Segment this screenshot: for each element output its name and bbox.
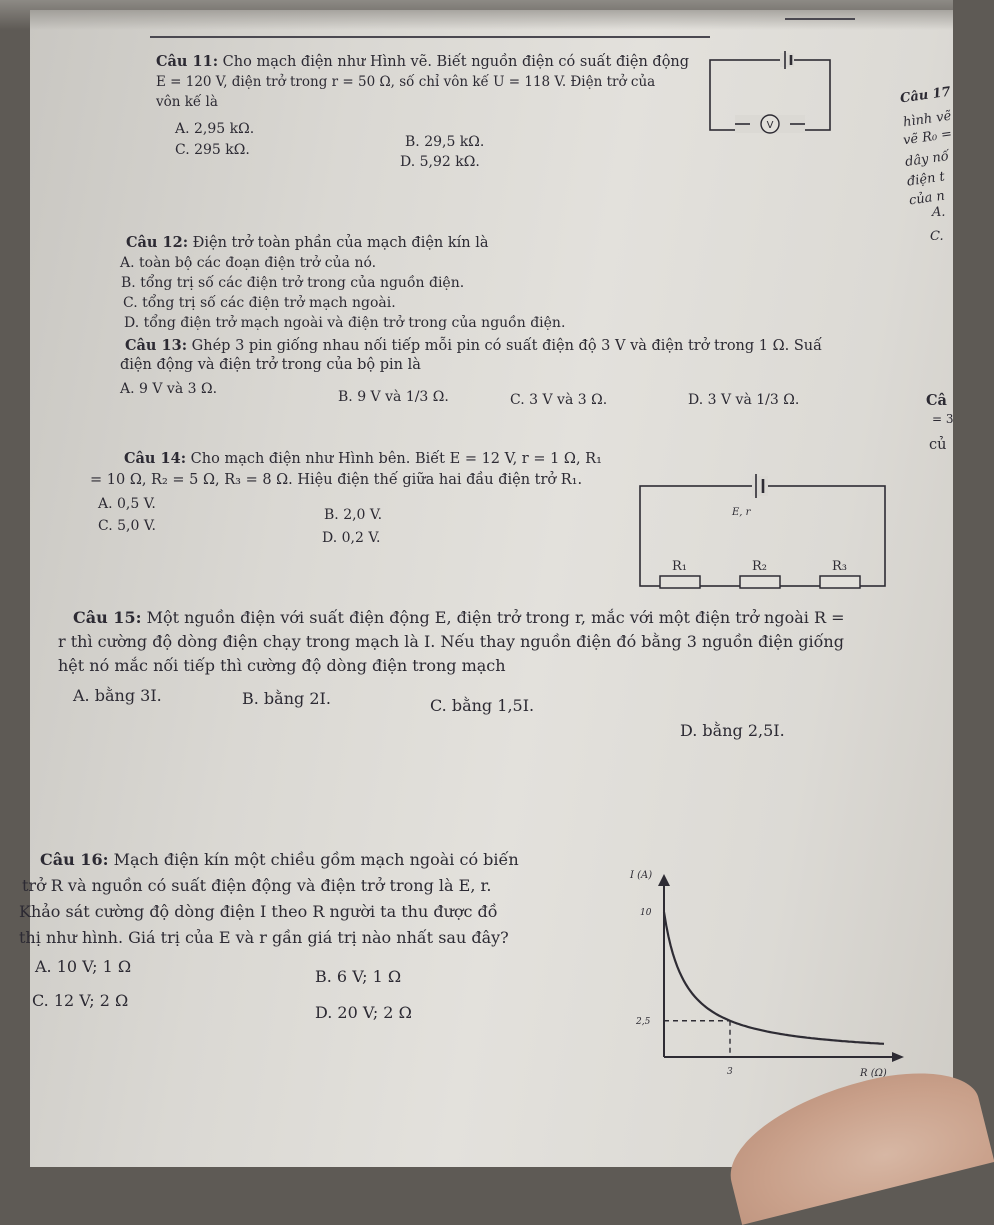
y-axis-label: I (A)	[630, 870, 653, 881]
q11-option-c[interactable]: C. 295 kΩ.	[175, 142, 250, 158]
header-rule	[150, 36, 710, 38]
q11-option-b[interactable]: B. 29,5 kΩ.	[405, 134, 485, 150]
q13-line1: Ghép 3 pin giống nhau nối tiếp mỗi pin có suất điện độ 3 V và điện trở trong 1 Ω. Suấ	[191, 338, 823, 354]
q11-line1: Cho mạch điện như Hình vẽ. Biết nguồn điện có suất điện động	[222, 54, 690, 70]
q15-line2: r thì cường độ dòng điện chạy trong mạch là I. Nếu thay nguồn điện đó bằng 3 nguồn điện giống	[58, 632, 844, 651]
q13-line2: điện động và điện trở trong của bộ pin là	[120, 357, 421, 373]
q15-option-b[interactable]: B. bằng 2I.	[242, 689, 331, 708]
q14-option-a[interactable]: A. 0,5 V.	[98, 496, 156, 512]
resistor-r3	[820, 576, 860, 588]
margin-line-3: dây nố	[904, 149, 950, 170]
q13-option-d[interactable]: D. 3 V và 1/3 Ω.	[688, 392, 800, 408]
x-tick-3: 3	[727, 1067, 733, 1077]
q11-circuit-diagram	[705, 45, 835, 140]
q12-option-c[interactable]: C. tổng trị số các điện trở mạch ngoài.	[123, 295, 396, 311]
q15-label: Câu 15:	[73, 608, 142, 627]
q11-line2: E = 120 V, điện trở trong r = 50 Ω, số chỉ vôn kế U = 118 V. Điện trở của	[156, 74, 656, 90]
q11-label: Câu 11:	[156, 53, 219, 70]
q14-option-d[interactable]: D. 0,2 V.	[322, 530, 381, 546]
q14-line2: = 10 Ω, R₂ = 5 Ω, R₃ = 8 Ω. Hiệu điện thế giữa hai đầu điện trở R₁.	[90, 472, 583, 488]
q11-line3: vôn kế là	[156, 94, 218, 110]
margin-eq: = 3	[932, 412, 954, 426]
q16-line3: Khảo sát cường độ dòng điện I theo R người ta thu được đồ	[19, 902, 498, 921]
q15-option-c[interactable]: C. bằng 1,5I.	[430, 696, 535, 715]
q16-line4: thị như hình. Giá trị của E và r gần giá trị nào nhất sau đây?	[19, 928, 509, 947]
voltmeter-label: V	[766, 120, 774, 131]
q16-label: Câu 16:	[40, 850, 109, 869]
margin-cu: củ	[929, 437, 947, 453]
q15-line3: hệt nó mắc nối tiếp thì cường độ dòng điện trong mạch	[58, 656, 506, 675]
q12-stem: Điện trở toàn phần của mạch điện kín là	[192, 235, 489, 251]
q16-option-b[interactable]: B. 6 V; 1 Ω	[315, 967, 402, 986]
margin-option-a: A.	[932, 205, 946, 220]
q13-option-a[interactable]: A. 9 V và 3 Ω.	[120, 381, 218, 397]
voltmeter-symbol	[761, 115, 779, 133]
y-tick-2-5: 2,5	[636, 1016, 651, 1027]
header-rule-right	[785, 18, 855, 20]
q13-label: Câu 13:	[125, 337, 188, 354]
q16-option-d[interactable]: D. 20 V; 2 Ω	[315, 1003, 412, 1022]
q15-option-a[interactable]: A. bằng 3I.	[73, 686, 162, 705]
q12-option-a[interactable]: A. toàn bộ các đoạn điện trở của nó.	[120, 255, 377, 271]
q12-label: Câu 12:	[126, 234, 189, 251]
x-axis-label: R (Ω)	[860, 1068, 887, 1079]
q11-option-d[interactable]: D. 5,92 kΩ.	[400, 154, 480, 170]
q12-option-d[interactable]: D. tổng điện trở mạch ngoài và điện trở trong của nguồn điện.	[124, 315, 566, 331]
q16-line1: Mạch điện kín một chiều gồm mạch ngoài có biến	[113, 850, 519, 869]
margin-cau17: Câu 17	[899, 84, 952, 107]
q16-option-a[interactable]: A. 10 V; 1 Ω	[35, 957, 132, 976]
q15-line1: Một nguồn điện với suất điện động E, điện trở trong r, mắc với một điện trở ngoài R =	[146, 608, 845, 627]
top-shadow	[0, 0, 953, 30]
q13-option-c[interactable]: C. 3 V và 3 Ω.	[510, 392, 608, 408]
q14-label: Câu 14:	[124, 450, 187, 467]
r2-label: R₂	[752, 559, 767, 574]
q14-line1: Cho mạch điện như Hình bên. Biết E = 12 V, r = 1 Ω, R₁	[190, 451, 602, 467]
y-tick-10: 10	[640, 908, 652, 918]
q14-option-b[interactable]: B. 2,0 V.	[324, 507, 383, 523]
margin-line-5: của n	[908, 188, 946, 209]
margin-option-c: C.	[930, 229, 944, 244]
i-r-curve	[664, 912, 884, 1044]
q16-option-c[interactable]: C. 12 V; 2 Ω	[32, 991, 129, 1010]
resistor-r2	[740, 576, 780, 588]
r3-label: R₃	[832, 559, 847, 574]
q16-line2: trở R và nguồn có suất điện động và điện trở trong là E, r.	[22, 876, 492, 895]
q11-option-a[interactable]: A. 2,95 kΩ.	[175, 121, 255, 137]
margin-line-4: điện t	[906, 169, 946, 190]
source-label: E, r	[732, 507, 751, 518]
q14-circuit-diagram	[630, 468, 895, 598]
q13-option-b[interactable]: B. 9 V và 1/3 Ω.	[338, 389, 449, 405]
x-axis-arrow	[892, 1052, 904, 1062]
q14-option-c[interactable]: C. 5,0 V.	[98, 518, 156, 534]
q12-option-b[interactable]: B. tổng trị số các điện trở trong của nguồn điện.	[121, 275, 465, 291]
margin-cau: Câ	[926, 392, 947, 409]
r1-label: R₁	[672, 559, 687, 574]
margin-line-2: vẽ R₀ =	[902, 126, 954, 149]
margin-line-1: hình vẽ	[902, 108, 953, 131]
q15-option-d[interactable]: D. bằng 2,5I.	[680, 721, 785, 740]
resistor-r1	[660, 576, 700, 588]
q16-i-r-graph	[600, 862, 920, 1079]
y-axis-arrow	[658, 874, 670, 886]
